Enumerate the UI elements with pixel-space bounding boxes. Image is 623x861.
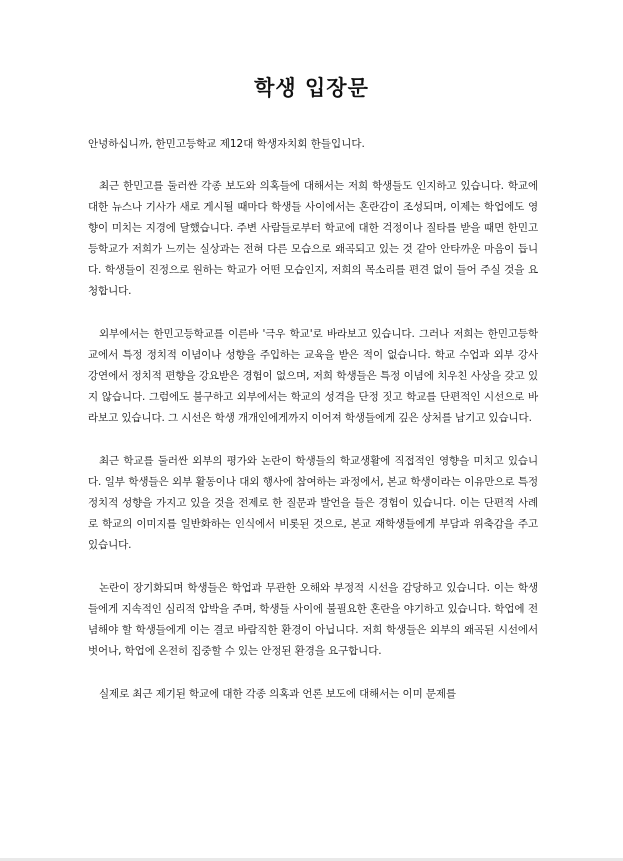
greeting-line: 안녕하십니까, 한민고등학교 제12대 학생자치회 한들입니다. [88, 138, 365, 150]
document-title: 학생 입장문 [254, 76, 369, 100]
paragraph-1: 최근 한민고를 둘러싼 각종 보도와 의혹들에 대해서는 저희 학생들도 인지하고 있습니다. 학교에 대한 뉴스나 기사가 새로 게시될 때마다 학생들 사이에서는 혼란감이 조성되며, 이제는 학업에도 영향이 미치는 지경에 달했습니다. 주변 사람들로부터 학교에 대한 걱정이나 질타를 받을 때면 한민고등학교가 저희가 느끼는 실상과는 전혀 다른 모습으로 왜곡되고 있는 것 같아 안타까운 마음이 듭니다. 학생들이 진정으로 원하는 학교가 어떤 모습인지, 저희의 목소리를 편견 없이 들어 주실 것을 요청합니다. [88, 180, 538, 297]
paragraph-4: 논란이 장기화되며 학생들은 학업과 무관한 오해와 부정적 시선을 감당하고 있습니다. 이는 학생들에게 지속적인 심리적 압박을 주며, 학생들 사이에 불필요한 혼란을 야기하고 있습니다. 학업에 전념해야 할 학생들에게 이는 결코 바람직한 환경이 아닙니다. 저희 학생들은 외부의 왜곡된 시선에서 벗어나, 학업에 온전히 집중할 수 있는 안정된 환경을 요구합니다. [88, 582, 538, 657]
paragraph-5: 실제로 최근 제기된 학교에 대한 각종 의혹과 언론 보도에 대해서는 이미 문제를 [99, 688, 456, 700]
paragraph-3: 최근 학교를 둘러싼 외부의 평가와 논란이 학생들의 학교생활에 직접적인 영향을 미치고 있습니다. 일부 학생들은 외부 활동이나 대외 행사에 참여하는 과정에서, 본교 학생이라는 이유만으로 특정 정치적 성향을 가지고 있을 것을 전제로 한 질문과 발언을 들은 경험이 있습니다. 이는 단편적 사례로 학교의 이미지를 일반화하는 인식에서 비롯된 것으로, 본교 재학생들에게 부담과 위축감을 주고 있습니다. [88, 455, 538, 551]
paragraph-2: 외부에서는 한민고등학교를 이른바 '극우 학교'로 바라보고 있습니다. 그러나 저희는 한민고등학교에서 특정 정치적 이념이나 성향을 주입하는 교육을 받은 적이 없습니다. 학교 수업과 외부 강사 강연에서 정치적 편향을 강요받은 경험이 없으며, 저희 학생들은 특정 이념에 치우친 사상을 갖고 있지 않습니다. 그럼에도 불구하고 외부에서는 학교의 성격을 단정 짓고 학교를 단편적인 시선으로 바라보고 있습니다. 그 시선은 학생 개개인에게까지 이어져 학생들에게 깊은 상처를 남기고 있습니다. [88, 328, 538, 424]
document-body [88, 176, 538, 727]
